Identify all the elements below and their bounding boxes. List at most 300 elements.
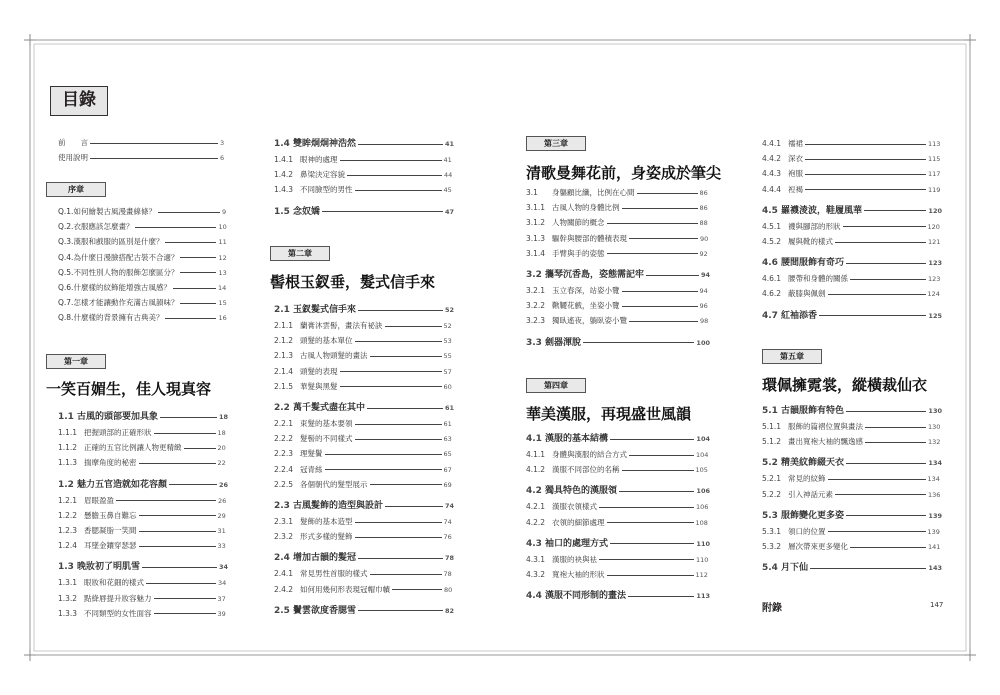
- chapter-badge-4: 第四章: [526, 378, 586, 393]
- toc-page-number: 9: [221, 208, 227, 216]
- toc-number: 5.3.2: [762, 542, 782, 551]
- toc-entry: [762, 274, 942, 284]
- toc-number: 3.1.2: [526, 218, 546, 228]
- toc-number: 4.4.2: [762, 154, 782, 164]
- toc-title: 漢服的基本結構: [544, 434, 608, 444]
- toc-title: 袖口的處理方式: [544, 538, 608, 549]
- toc-page-number: 18: [217, 429, 226, 437]
- toc-page-number: 76: [443, 533, 452, 542]
- toc-title: 人物關節的概念: [552, 218, 605, 228]
- toc-title: Q.7.怎樣才能讓動作充滿古風韻味？: [58, 298, 179, 308]
- leader-line: [173, 288, 216, 289]
- toc-page-number: 78: [444, 554, 454, 563]
- toc-title: 理髮鬢: [300, 449, 323, 459]
- leader-line: [358, 610, 443, 611]
- toc-entry: [274, 321, 454, 331]
- toc-page-number: 12: [218, 253, 227, 262]
- leader-line: [340, 386, 442, 387]
- leader-line: [180, 272, 216, 273]
- toc-title: Q.6.什麼樣的紋飾能增強古風感？: [58, 283, 171, 292]
- toc-page-number: 134: [928, 459, 942, 468]
- toc-section: [274, 403, 454, 413]
- toc-page-number: 41: [444, 140, 454, 148]
- toc-entry: [526, 570, 710, 580]
- toc-number: 2.1.2: [274, 336, 294, 346]
- leader-line: [805, 174, 926, 175]
- leader-line: [610, 439, 694, 440]
- toc-page-number: 34: [218, 579, 227, 588]
- toc-number: 2.1: [274, 305, 290, 315]
- toc-page-number: 130: [928, 423, 941, 431]
- toc-number: 4.5.1: [762, 221, 782, 231]
- toc-number: 2.2.5: [274, 479, 294, 489]
- toc-entry: [58, 207, 228, 217]
- toc-title: 寬袍大袖的形狀: [552, 570, 605, 579]
- toc-page-number: 22: [217, 459, 226, 468]
- toc-section: [274, 139, 454, 149]
- toc-page-number: 63: [443, 435, 452, 444]
- toc-entry: [274, 185, 454, 195]
- toc-section: [762, 563, 942, 573]
- toc-page-number: 15: [218, 299, 227, 308]
- toc-number: 2.1.4: [274, 366, 294, 376]
- toc-page-number: 94: [699, 287, 708, 295]
- toc-number: 1.3.1: [58, 578, 78, 588]
- toc-title: 裋褐: [788, 184, 803, 194]
- toc-entry: [58, 138, 226, 148]
- toc-section: [274, 501, 454, 511]
- toc-page-number: 33: [217, 542, 226, 551]
- toc-section: [762, 311, 942, 321]
- leader-line: [843, 226, 926, 227]
- toc-number: 1.4: [274, 139, 290, 149]
- toc-page-number: 139: [928, 511, 942, 520]
- toc-number: 4.4.3: [762, 169, 782, 179]
- toc-entry: [274, 170, 454, 180]
- chapter-badge-2: 第二章: [270, 246, 330, 261]
- leader-line: [355, 424, 442, 425]
- toc-number: 2.5: [274, 605, 290, 616]
- toc-title: 眼神的處理: [300, 155, 338, 164]
- toc-entry: [58, 313, 228, 323]
- leader-line: [850, 279, 926, 280]
- toc-page-number: 6: [220, 154, 225, 163]
- toc-title: 冠青絲: [300, 464, 323, 474]
- toc-page-number: 105: [695, 466, 708, 475]
- toc-number: 5.2.1: [762, 474, 782, 484]
- toc-number: 5.1.2: [762, 437, 782, 447]
- toc-entry: [58, 594, 228, 604]
- leader-line: [370, 574, 442, 575]
- toc-title: 髮飾的基本造型: [300, 517, 353, 526]
- toc-page-number: 98: [700, 317, 709, 326]
- toc-entry: [58, 222, 228, 232]
- toc-page-number: 14: [217, 284, 227, 292]
- toc-entry: [526, 234, 710, 244]
- leader-line: [846, 463, 926, 464]
- toc-number: 2.3: [274, 501, 290, 511]
- leader-line: [154, 598, 216, 599]
- toc-page-number: 41: [443, 156, 452, 164]
- leader-line: [160, 417, 217, 418]
- toc-number: 3.2.2: [526, 301, 546, 311]
- leader-line: [165, 318, 216, 319]
- leader-line: [846, 411, 926, 412]
- toc-number: 4.6.1: [762, 274, 782, 284]
- toc-page-number: 115: [928, 155, 941, 164]
- toc-entry: [58, 458, 228, 468]
- toc-entry: [526, 249, 710, 259]
- chapter-badge-5: 第五章: [762, 349, 822, 364]
- leader-line: [385, 506, 443, 507]
- toc-section: [274, 553, 454, 563]
- toc-title: 正確的五官比例讓人物更精緻: [84, 443, 182, 453]
- toc-title: 手臂與手的姿態: [552, 248, 605, 258]
- toc-page-number: 143: [928, 564, 942, 573]
- leader-line: [180, 303, 216, 304]
- toc-section: [526, 591, 710, 601]
- leader-line: [367, 408, 443, 409]
- toc-title: 層次帶來更多變化: [788, 542, 848, 551]
- toc-entry: [274, 155, 454, 165]
- toc-number: 3.1.3: [526, 233, 546, 243]
- toc-title: 懸膽玉鼻自難忘: [84, 510, 137, 520]
- toc-title: 鞦韆花戲，坐姿小覽: [552, 301, 620, 311]
- toc-entry: [274, 419, 454, 429]
- chapter-title-1: 一笑百媚生，佳人現真容: [46, 380, 212, 398]
- toc-title: 頭髮的基本單位: [300, 336, 353, 346]
- leader-line: [599, 559, 694, 560]
- leader-line: [619, 491, 694, 492]
- toc-page-number: 130: [928, 407, 942, 415]
- toc-title: 襪與腳部的形狀: [788, 221, 841, 231]
- toc-page-number: 134: [927, 475, 940, 484]
- toc-page-number: 74: [444, 502, 454, 510]
- toc-entry: [526, 450, 710, 460]
- leader-line: [599, 507, 694, 508]
- leader-line: [139, 463, 216, 464]
- leader-line: [865, 442, 926, 443]
- leader-line: [340, 371, 442, 372]
- toc-entry: [58, 253, 228, 263]
- toc-entry: [58, 609, 228, 619]
- toc-page-number: 55: [443, 352, 452, 361]
- leader-line: [846, 263, 926, 264]
- leader-line: [325, 469, 442, 470]
- toc-number: 4.2.2: [526, 517, 546, 527]
- toc-entry: [762, 490, 942, 500]
- appendix-label: 附錄: [762, 603, 782, 614]
- toc-title: Q.3.漢服和戲服的區別是什麼？: [58, 237, 164, 247]
- leader-line: [139, 515, 216, 516]
- toc-page-number: 67: [443, 465, 452, 474]
- toc-number: 2.4: [274, 553, 290, 564]
- toc-section: [526, 338, 710, 348]
- toc-title: 漢服不同形制的畫法: [544, 591, 626, 602]
- toc-page-number: 104: [696, 451, 709, 459]
- leader-line: [583, 342, 694, 343]
- toc-number: 5.3.1: [762, 526, 782, 536]
- toc-number: 2.2.2: [274, 434, 294, 444]
- toc-entry: [274, 465, 454, 475]
- toc-title: 前 言: [58, 138, 88, 147]
- toc-page-number: 61: [443, 420, 452, 428]
- leader-line: [607, 253, 698, 254]
- leader-line: [622, 470, 694, 471]
- toc-number: 4.3.2: [526, 570, 546, 579]
- toc-entry: [762, 542, 942, 552]
- toc-number: 1.1.2: [58, 443, 78, 453]
- chapter-title-3: 清歌曼舞花前，身姿成於筆尖: [526, 164, 722, 182]
- toc-entry: [58, 443, 228, 453]
- toc-title: 古風人物的身體比例: [552, 203, 620, 213]
- leader-line: [370, 484, 442, 485]
- toc-number: 2.3.2: [274, 532, 294, 542]
- toc-title: 驅幹與腰部的體積表現: [552, 233, 627, 243]
- toc-entry: [274, 480, 454, 490]
- toc-page-number: 31: [217, 527, 226, 535]
- toc-number: 4.4.4: [762, 184, 782, 194]
- toc-page-number: 123: [928, 259, 942, 268]
- toc-number: 1.1.1: [58, 428, 78, 437]
- toc-number: 3.2.1: [526, 286, 546, 295]
- toc-page-number: 18: [218, 413, 228, 421]
- toc-entry: [274, 434, 454, 444]
- toc-number: 1.2.2: [58, 510, 78, 520]
- leader-line: [180, 257, 216, 258]
- chapter-badge-3: 第三章: [526, 136, 586, 151]
- toc-page-number: 69: [443, 480, 452, 489]
- toc-title: 念奴嬌: [292, 206, 320, 217]
- toc-section: [762, 511, 942, 521]
- toc-section: [526, 539, 710, 549]
- toc-entry: [274, 532, 454, 542]
- toc-page-number: 124: [927, 290, 940, 299]
- toc-title: 華髮與黑髮: [300, 381, 338, 391]
- leader-line: [805, 189, 926, 190]
- leader-line: [850, 547, 926, 548]
- toc-entry: [274, 569, 454, 579]
- toc-page-number: 82: [444, 606, 454, 615]
- toc-number: 2.2.3: [274, 449, 294, 459]
- toc-page-number: 34: [218, 563, 228, 572]
- toc-number: 5.2: [762, 458, 778, 469]
- leader-line: [607, 575, 694, 576]
- toc-title: 眉眼盈盈: [84, 495, 114, 505]
- toc-number: 3.1: [526, 188, 538, 197]
- toc-number: 5.3: [762, 510, 778, 521]
- toc-number: 4.3: [526, 538, 542, 549]
- toc-entry: [58, 526, 228, 536]
- toc-number: 1.2.4: [58, 541, 78, 551]
- toc-entry: [762, 237, 942, 247]
- toc-page-number: 52: [444, 306, 454, 314]
- toc-page-number: 52: [443, 322, 452, 330]
- toc-section: [526, 486, 710, 496]
- toc-number: 5.1.1: [762, 422, 782, 431]
- leader-line: [347, 175, 442, 176]
- toc-page-number: 37: [217, 594, 226, 603]
- toc-page-number: 60: [443, 382, 452, 391]
- toc-entry: [526, 301, 710, 311]
- toc-number: 4.4.1: [762, 139, 782, 148]
- leader-line: [628, 596, 694, 597]
- leader-line: [146, 583, 216, 584]
- toc-title: 古風人物頭髮的畫法: [300, 351, 368, 361]
- toc-page-number: 20: [217, 444, 226, 453]
- toc-number: 2.3.1: [274, 517, 294, 526]
- toc-page-number: 45: [443, 186, 452, 195]
- leader-line: [355, 439, 442, 440]
- leader-line: [637, 193, 698, 194]
- toc-number: 4.2: [526, 486, 542, 497]
- toc-section: [762, 258, 942, 268]
- toc-page-number: 117: [928, 170, 941, 179]
- toc-number: 2.1.3: [274, 351, 294, 361]
- toc-page-number: 26: [218, 496, 227, 505]
- toc-title: 紅袖添香: [780, 310, 817, 321]
- toc-number: 5.4: [762, 563, 778, 574]
- toc-page-number: 113: [696, 592, 710, 601]
- chapter-badge-preface: 序章: [46, 182, 106, 197]
- toc-title: 魅力五官造就如花容顏: [76, 479, 167, 490]
- toc-page-number: 106: [696, 503, 709, 512]
- toc-entry: [58, 153, 226, 163]
- toc-title: 鬢雲欲度香腮雪: [292, 605, 356, 616]
- toc-page-number: 113: [928, 140, 941, 148]
- appendix-page: 147: [930, 601, 944, 609]
- toc-entry: [58, 237, 228, 247]
- leader-line: [90, 158, 218, 159]
- toc-page-number: 112: [695, 571, 708, 579]
- toc-title: 玉釵髮式信手來: [292, 305, 356, 315]
- toc-title: 襦裙: [788, 139, 803, 148]
- toc-page-number: 26: [218, 480, 228, 489]
- leader-line: [629, 238, 698, 239]
- toc-number: 4.5.2: [762, 237, 782, 246]
- toc-section: [58, 412, 228, 422]
- leader-line: [828, 531, 926, 532]
- toc-number: 4.6.2: [762, 289, 782, 299]
- leader-line: [355, 341, 442, 342]
- toc-entry: [58, 578, 228, 588]
- toc-page-number: 3: [220, 139, 225, 147]
- leader-line: [629, 455, 694, 456]
- leader-line: [846, 515, 926, 516]
- toc-number: 1.3: [58, 562, 74, 573]
- leader-line: [116, 500, 216, 501]
- toc-page-number: 92: [699, 249, 708, 258]
- toc-page-number: 74: [443, 518, 452, 526]
- toc-number: 2.2: [274, 403, 290, 413]
- leader-line: [646, 275, 699, 276]
- toc-page-number: 100: [696, 338, 710, 347]
- toc-title: Q.4.為什麼日漫臉搭配古裝不合適？: [58, 252, 179, 262]
- leader-line: [169, 484, 217, 485]
- toc-title: 晚妝初了明肌雪: [76, 562, 140, 573]
- toc-title: 劍器渾脫: [544, 337, 581, 348]
- toc-entry: [526, 502, 710, 512]
- toc-page-number: 104: [696, 435, 710, 443]
- toc-title: 如何用幾何形表現冠帽巾幘: [300, 584, 390, 594]
- toc-page-number: 47: [444, 207, 454, 216]
- toc-section: [274, 606, 454, 616]
- toc-page-number: 57: [443, 367, 452, 376]
- leader-line: [90, 143, 218, 144]
- toc-number: 3.3: [526, 337, 542, 348]
- toc-entry: [58, 268, 228, 278]
- leader-line: [622, 208, 698, 209]
- toc-entry: [526, 518, 710, 528]
- toc-title: 獨臥遙夜，躺臥姿小覽: [552, 316, 627, 326]
- toc-title: 雙眸炯炯神浩然: [292, 139, 356, 149]
- toc-page-number: 78: [443, 570, 452, 579]
- toc-page-number: 120: [928, 206, 942, 215]
- toc-number: 3.1.1: [526, 203, 546, 213]
- toc-title: 增加古韻的髮冠: [292, 553, 356, 564]
- toc-page-number: 61: [444, 404, 454, 412]
- toc-entry: [58, 511, 228, 521]
- toc-number: 4.1: [526, 434, 542, 444]
- toc-title: 獨具特色的漢服領: [544, 486, 617, 497]
- toc-entry: [58, 298, 228, 308]
- leader-line: [158, 212, 220, 213]
- toc-title: 攜琴沉香島，姿態需記牢: [544, 270, 644, 280]
- toc-number: 1.4.3: [274, 185, 294, 195]
- toc-entry: [762, 474, 942, 484]
- leader-line: [819, 315, 926, 316]
- leader-line: [322, 211, 443, 212]
- toc-entry: [274, 367, 454, 377]
- leader-line: [139, 531, 216, 532]
- toc-title: 耳墜金鑲穿瑟瑟: [84, 541, 137, 551]
- toc-title: 服飾變化更多姿: [780, 510, 844, 521]
- leader-line: [610, 543, 694, 544]
- toc-entry: [762, 289, 942, 299]
- toc-title: 鼻梁決定容貌: [300, 170, 345, 180]
- leader-line: [835, 494, 926, 495]
- toc-page-number: 16: [218, 314, 227, 323]
- toc-entry: [762, 154, 942, 164]
- toc-title: 常見男性首服的樣式: [300, 569, 368, 579]
- toc-page-number: 11: [218, 238, 227, 247]
- toc-page-number: 96: [699, 302, 708, 311]
- toc-entry: [58, 496, 228, 506]
- toc-number: 1.3.3: [58, 608, 78, 618]
- toc-title: Q.1.如何繪製古風漫畫線條？: [58, 207, 156, 216]
- toc-title: 深衣: [788, 154, 803, 164]
- leader-line: [810, 568, 926, 569]
- leader-line: [154, 433, 216, 434]
- toc-number: 1.5: [274, 206, 290, 217]
- toc-section: [58, 562, 228, 572]
- toc-number: 3.2.3: [526, 316, 546, 326]
- toc-page-number: 65: [443, 450, 452, 459]
- toc-entry: [762, 185, 942, 195]
- toc-title: 領口的位置: [788, 526, 826, 536]
- leader-line: [370, 356, 442, 357]
- toc-title: 把握頭部的正確形狀: [84, 428, 152, 437]
- toc-title: 履與靴的樣式: [788, 237, 833, 246]
- leader-line: [622, 291, 698, 292]
- toc-number: 1.1: [58, 412, 74, 422]
- leader-line: [864, 210, 926, 211]
- toc-page-number: 44: [444, 171, 453, 180]
- toc-number: 2.1.5: [274, 381, 294, 391]
- toc-page-number: 39: [217, 609, 226, 618]
- toc-page-number: 88: [699, 219, 708, 228]
- toc-title: 月下仙: [780, 563, 808, 574]
